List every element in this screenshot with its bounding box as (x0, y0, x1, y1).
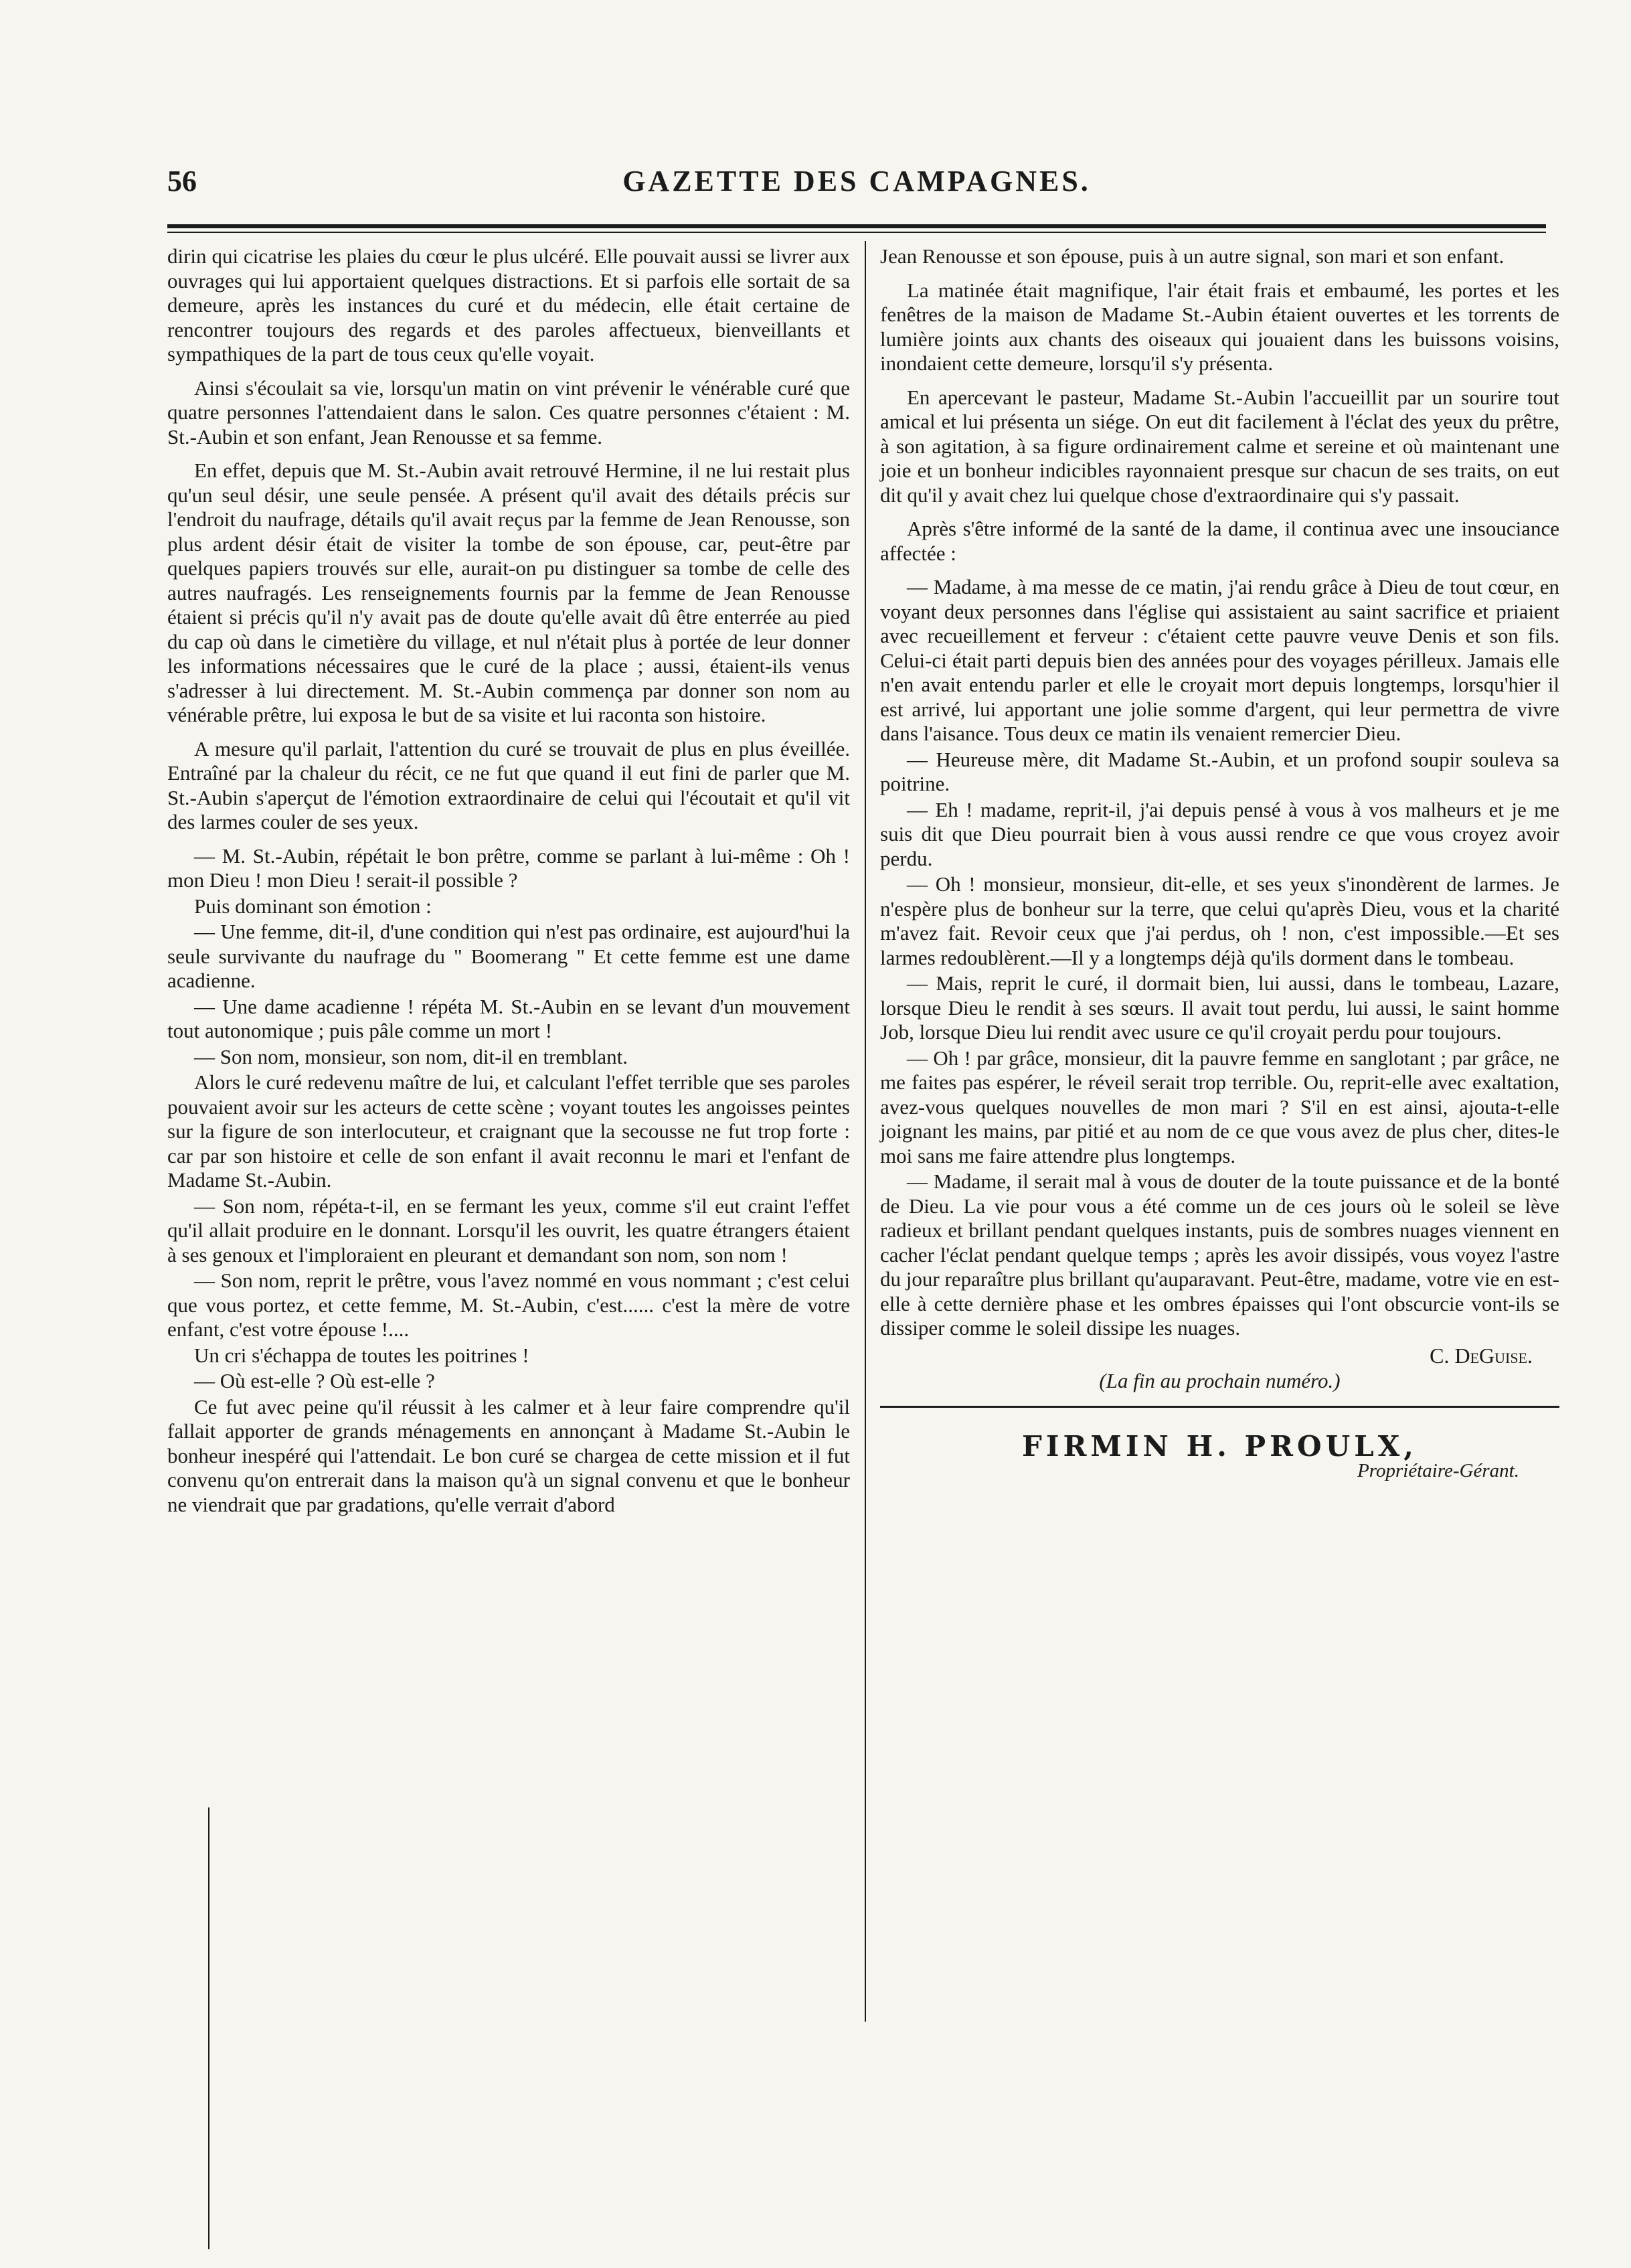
continued-note: (La fin au prochain numéro.) (1099, 1369, 1341, 1392)
header-rule-thin (167, 232, 1546, 233)
article-paragraph: A mesure qu'il parlait, l'attention du curé se trouvait de plus en plus éveillée. Entraîné par la chaleur du récit, ce ne fut que quand il eut fini de parler que M. St.-Aubin s'aperçut de l'émotion extraordinaire de celui qui l'écoutait et qu'il vit des larmes couler de ses yeux. (167, 736, 850, 833)
article-paragraph: — Son nom, monsieur, son nom, dit-il en tremblant. (194, 1044, 628, 1068)
article-paragraph: Ainsi s'écoulait sa vie, lorsqu'un matin on vint prévenir le vénérable curé que quatre personnes l'attendaient dans le salon. Ces quatre personnes c'étaient : M. St.-Aubin et son enfant, Jean Renousse et sa femme. (167, 376, 850, 449)
header-rule (167, 224, 1546, 228)
column-divider (865, 241, 866, 2022)
article-paragraph: — Mais, reprit le curé, il dormait bien, lui aussi, dans le tombeau, Lazare, lorsque Dieu le rendit à ses sœurs. Il avait tout perdu, lui aussi, le saint homme Job, lorsque Dieu lui rendit avec usure ce qu'il croyait perdu pour toujours. (880, 971, 1559, 1044)
article-paragraph: — M. St.-Aubin, répétait le bon prêtre, comme se parlant à lui-même : Oh ! mon Dieu ! mon Dieu ! serait-il possible ? (167, 843, 850, 892)
right-column (880, 244, 1559, 1483)
article-paragraph: Après s'être informé de la santé de la dame, il continua avec une insouciance affectée : (880, 517, 1559, 565)
article-paragraph: — Eh ! madame, reprit-il, j'ai depuis pensé à vous à vos malheurs et je me suis dit que Dieu pourrait bien à vous aussi rendre ce que vous croyez avoir perdu. (880, 797, 1559, 870)
article-paragraph: La matinée était magnifique, l'air était frais et embaumé, les portes et les fenêtres de la maison de Madame St.-Aubin étaient ouvertes et les torrents de lumière joints aux chants des oiseaux qui jouaient dans les buissons voisins, inondaient cette demeure, lorsqu'il s'y présenta. (880, 278, 1559, 375)
article-paragraph: — Oh ! monsieur, monsieur, dit-elle, et ses yeux s'inondèrent de larmes. Je n'espère plus de bonheur sur la terre, que celui qu'après Dieu, vous et la charité m'avez fait. Revoir ceux que j'ai perdus, oh ! non, c'est impossible.—Et ses larmes redoublèrent.—Il y a longtemps déjà qu'ils dorment dans le tombeau. (880, 872, 1559, 969)
article-paragraph: — Madame, il serait mal à vous de douter de la toute puissance et de la bonté de Dieu. La vie pour vous a été comme un de ces jours où le soleil se lève radieux et brillant pendant quelques instants, puis de sombres nuages viennent en cacher l'éclat pendant quelque temps ; après les avoir dissipés, vous voyez l'astre du jour reparaître plus brillant qu'auparavant. Peut-être, madame, votre vie en est-elle à cette dernière phase et les ombres épaisses qui l'ont obscurcie vont-ils se dissiper comme le soleil dissipe les nuages. (880, 1169, 1559, 1340)
page-number: 56 (167, 165, 197, 197)
article-paragraph: Jean Renousse et son épouse, puis à un autre signal, son mari et son enfant. (880, 244, 1505, 268)
article-paragraph: — Oh ! par grâce, monsieur, dit la pauvre femme en sanglotant ; par grâce, ne me faites pas espérer, le réveil serait trop terrible. Ou, reprit-elle avec exaltation, avez-vous quelques nouvelles de mon mari ? S'il en est ainsi, ajouta-t-elle joignant les mains, par pitié et au nom de ce que vous avez de plus cher, dites-le moi sans me faire attendre plus longtemps. (880, 1046, 1559, 1167)
publisher-name: FIRMIN H. PROULX, (1022, 1429, 1418, 1463)
article-paragraph: — Madame, à ma messe de ce matin, j'ai rendu grâce à Dieu de tout cœur, en voyant deux personnes dans l'église qui assistaient au saint sacrifice et priaient avec recueillement et ferveur : c'étaient cette pauvre veuve Denis et son fils. Celui-ci était parti depuis bien des années pour des voyages périlleux. Jamais elle n'en avait entendu parler et elle le croyait mort depuis longtemps, lorsqu'hier il est arrivé, lui apportant une jolie somme d'argent, qui leur permettra de vivre dans l'aisance. Tous deux ce matin ils venaient remercier Dieu. (880, 575, 1559, 745)
publisher-title: Propriétaire-Gérant. (1357, 1460, 1519, 1481)
article-paragraph: En effet, depuis que M. St.-Aubin avait retrouvé Hermine, il ne lui restait plus qu'un seul désir, une seule pensée. A présent qu'il avait des détails précis sur l'endroit du naufrage, détails qu'il avait reçus par la femme de Jean Renousse, son plus ardent désir était de visiter la tombe de son épouse, car, peut-être par quelques papiers trouvés sur elle, aurait-on pu distinguer sa tombe de celle des autres naufragés. Les renseignements fournis par la femme de Jean Renousse étaient si précis qu'il n'y avait pas de doute qu'elle avait dû être enterrée au pied du cap où dans le cimetière du village, et nul n'était plus à portée de leur donner les informations nécessaires que le curé de la place ; aussi, étaient-ils venus s'adresser à lui directement. M. St.-Aubin commença par donner son nom au vénérable prêtre, lui exposa le but de sa visite et lui raconta son histoire. (167, 459, 850, 726)
article-paragraph: dirin qui cicatrise les plaies du cœur le plus ulcéré. Elle pouvait aussi se livrer aux ouvrages qui lui apportaient quelques distractions. Et si parfois elle sortait de sa demeure, après les instances du curé et du médecin, elle était certaine de rencontrer toujours des regards et des paroles affectueux, bienveillants et sympathiques de la part de tous ceux qu'elle voyait. (167, 244, 850, 366)
newspaper-title: GAZETTE DES CAMPAGNES. (622, 165, 1091, 197)
article-paragraph: — Son nom, répéta-t-il, en se fermant les yeux, comme s'il eut craint l'effet qu'il allait produire en le donnant. Lorsqu'il les ouvrit, les quatre étrangers étaient à ses genoux et l'imploraient en pleurant et demandant son nom, son nom ! (167, 1194, 850, 1267)
article-paragraph: Ce fut avec peine qu'il réussit à les calmer et à leur faire comprendre qu'il fallait apporter de grands ménagements en annonçant à Madame St.-Aubin le bonheur inespéré qui l'attendait. Le bon curé se chargea de cette mission et il fut convenu qu'on entrerait dans la maison qu'à un signal convenu et que le bonheur ne viendrait que par gradations, qu'elle verrait d'abord (167, 1394, 850, 1516)
article-paragraph: — Où est-elle ? Où est-elle ? (194, 1369, 435, 1392)
article-paragraph: — Une dame acadienne ! répéta M. St.-Aubin en se levant d'un mouvement tout autonomique ; puis pâle comme un mort ! (167, 994, 850, 1042)
page-header (167, 164, 1546, 204)
article-paragraph: Puis dominant son émotion : (194, 894, 432, 918)
article-paragraph: Un cri s'échappa de toutes les poitrines ! (194, 1343, 529, 1367)
left-column (167, 244, 850, 1518)
article-paragraph: Alors le curé redevenu maître de lui, et calculant l'effet terrible que ses paroles pouvaient avoir sur les acteurs de cette scène ; voyant toutes les angoisses peintes sur la figure de son interlocuteur, et craignant que la secousse ne fut trop forte : car par son histoire et celle de son enfant il avait reconnu le mari et l'enfant de Madame St.-Aubin. (167, 1070, 850, 1192)
author-signature: C. DeGuise. (1430, 1343, 1533, 1368)
margin-mark (208, 1807, 209, 2249)
article-paragraph: En apercevant le pasteur, Madame St.-Aubin l'accueillit par un sourire tout amical et lui présenta un siége. On eut dit facilement à l'éclat des yeux du prêtre, à son agitation, à sa figure ordinairement calme et sereine et où maintenant une joie et un bonheur indicibles rayonnaient presque sur chacun de ses traits, on eut dit qu'il y avait chez lui quelque chose d'extraordinaire qui s'y passait. (880, 385, 1559, 507)
article-paragraph: — Son nom, reprit le prêtre, vous l'avez nommé en vous nommant ; c'est celui que vous portez, et cette femme, M. St.-Aubin, c'est...... c'est la mère de votre enfant, c'est votre épouse !.... (167, 1269, 850, 1341)
article-paragraph: — Heureuse mère, dit Madame St.-Aubin, et un profond soupir souleva sa poitrine. (880, 747, 1559, 795)
article-paragraph: — Une femme, dit-il, d'une condition qui n'est pas ordinaire, est aujourd'hui la seule survivante du naufrage du " Boomerang " Et cette femme est une dame acadienne. (167, 920, 850, 992)
section-rule (880, 1406, 1559, 1408)
